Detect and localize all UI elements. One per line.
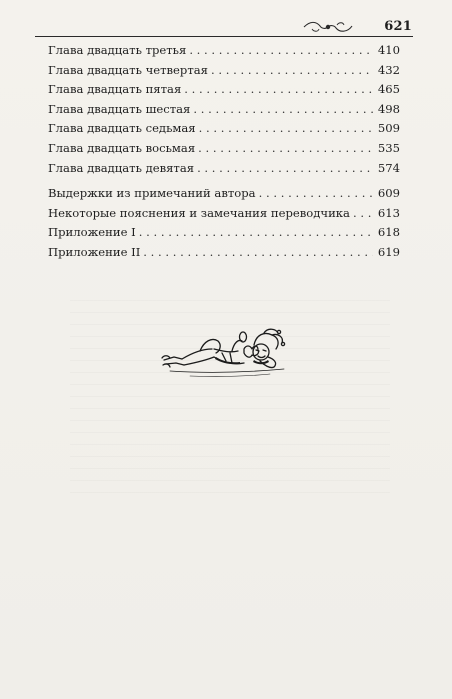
toc-entry-title: Глава двадцать седьмая	[48, 121, 196, 136]
toc-entry	[48, 206, 400, 226]
toc-entry-page: 609	[377, 186, 400, 201]
dot-leader	[353, 206, 373, 220]
toc-entry-page: 465	[377, 82, 400, 97]
dot-leader	[211, 63, 373, 77]
toc-entry	[48, 141, 400, 161]
toc-entry-title: Приложение II	[48, 244, 141, 259]
toc-entry-page: 619	[377, 244, 400, 259]
toc-entry	[48, 225, 400, 245]
toc-entry-page: 574	[377, 160, 400, 175]
page-number: 621	[384, 19, 412, 34]
floral-ornament-icon	[300, 20, 356, 34]
dot-leader	[197, 161, 373, 175]
table-of-contents	[48, 43, 400, 265]
toc-entry	[48, 82, 400, 102]
toc-entry-page: 498	[377, 101, 400, 116]
dot-leader	[139, 225, 373, 239]
toc-entry	[48, 43, 400, 63]
toc-entry	[48, 161, 400, 181]
show-through-text	[70, 300, 390, 500]
dot-leader	[184, 82, 373, 96]
toc-entry-title: Выдержки из примечаний автора	[48, 186, 256, 201]
dot-leader	[198, 141, 373, 155]
dot-leader	[189, 43, 373, 57]
toc-entry-title: Глава двадцать восьмая	[48, 140, 196, 155]
toc-entry-title: Некоторые пояснения и замечания переводчика	[48, 205, 350, 220]
toc-entry-page: 509	[377, 121, 400, 136]
toc-entry-page: 535	[377, 140, 400, 155]
toc-entry-page: 613	[377, 205, 400, 220]
dot-leader	[193, 102, 373, 116]
header-rule	[35, 36, 413, 37]
toc-entry-title: Глава двадцать шестая	[48, 101, 191, 116]
toc-entry	[48, 121, 400, 141]
toc-entry-page: 410	[377, 43, 400, 57]
toc-entry	[48, 63, 400, 83]
toc-entry-title: Глава двадцать четвертая	[48, 62, 208, 77]
toc-entry-title: Глава двадцать пятая	[48, 82, 182, 97]
dot-leader	[199, 121, 373, 135]
toc-entry-title: Глава двадцать девятая	[48, 160, 195, 175]
toc-entry	[48, 102, 400, 122]
toc-entry	[48, 245, 400, 265]
toc-entry-title: Глава двадцать третья	[48, 43, 187, 57]
toc-entry	[48, 186, 400, 206]
toc-entry-page: 432	[377, 62, 400, 77]
dot-leader	[259, 186, 373, 200]
toc-entry-page: 618	[377, 225, 400, 240]
toc-entry-title: Приложение I	[48, 225, 136, 240]
dot-leader	[143, 245, 373, 259]
